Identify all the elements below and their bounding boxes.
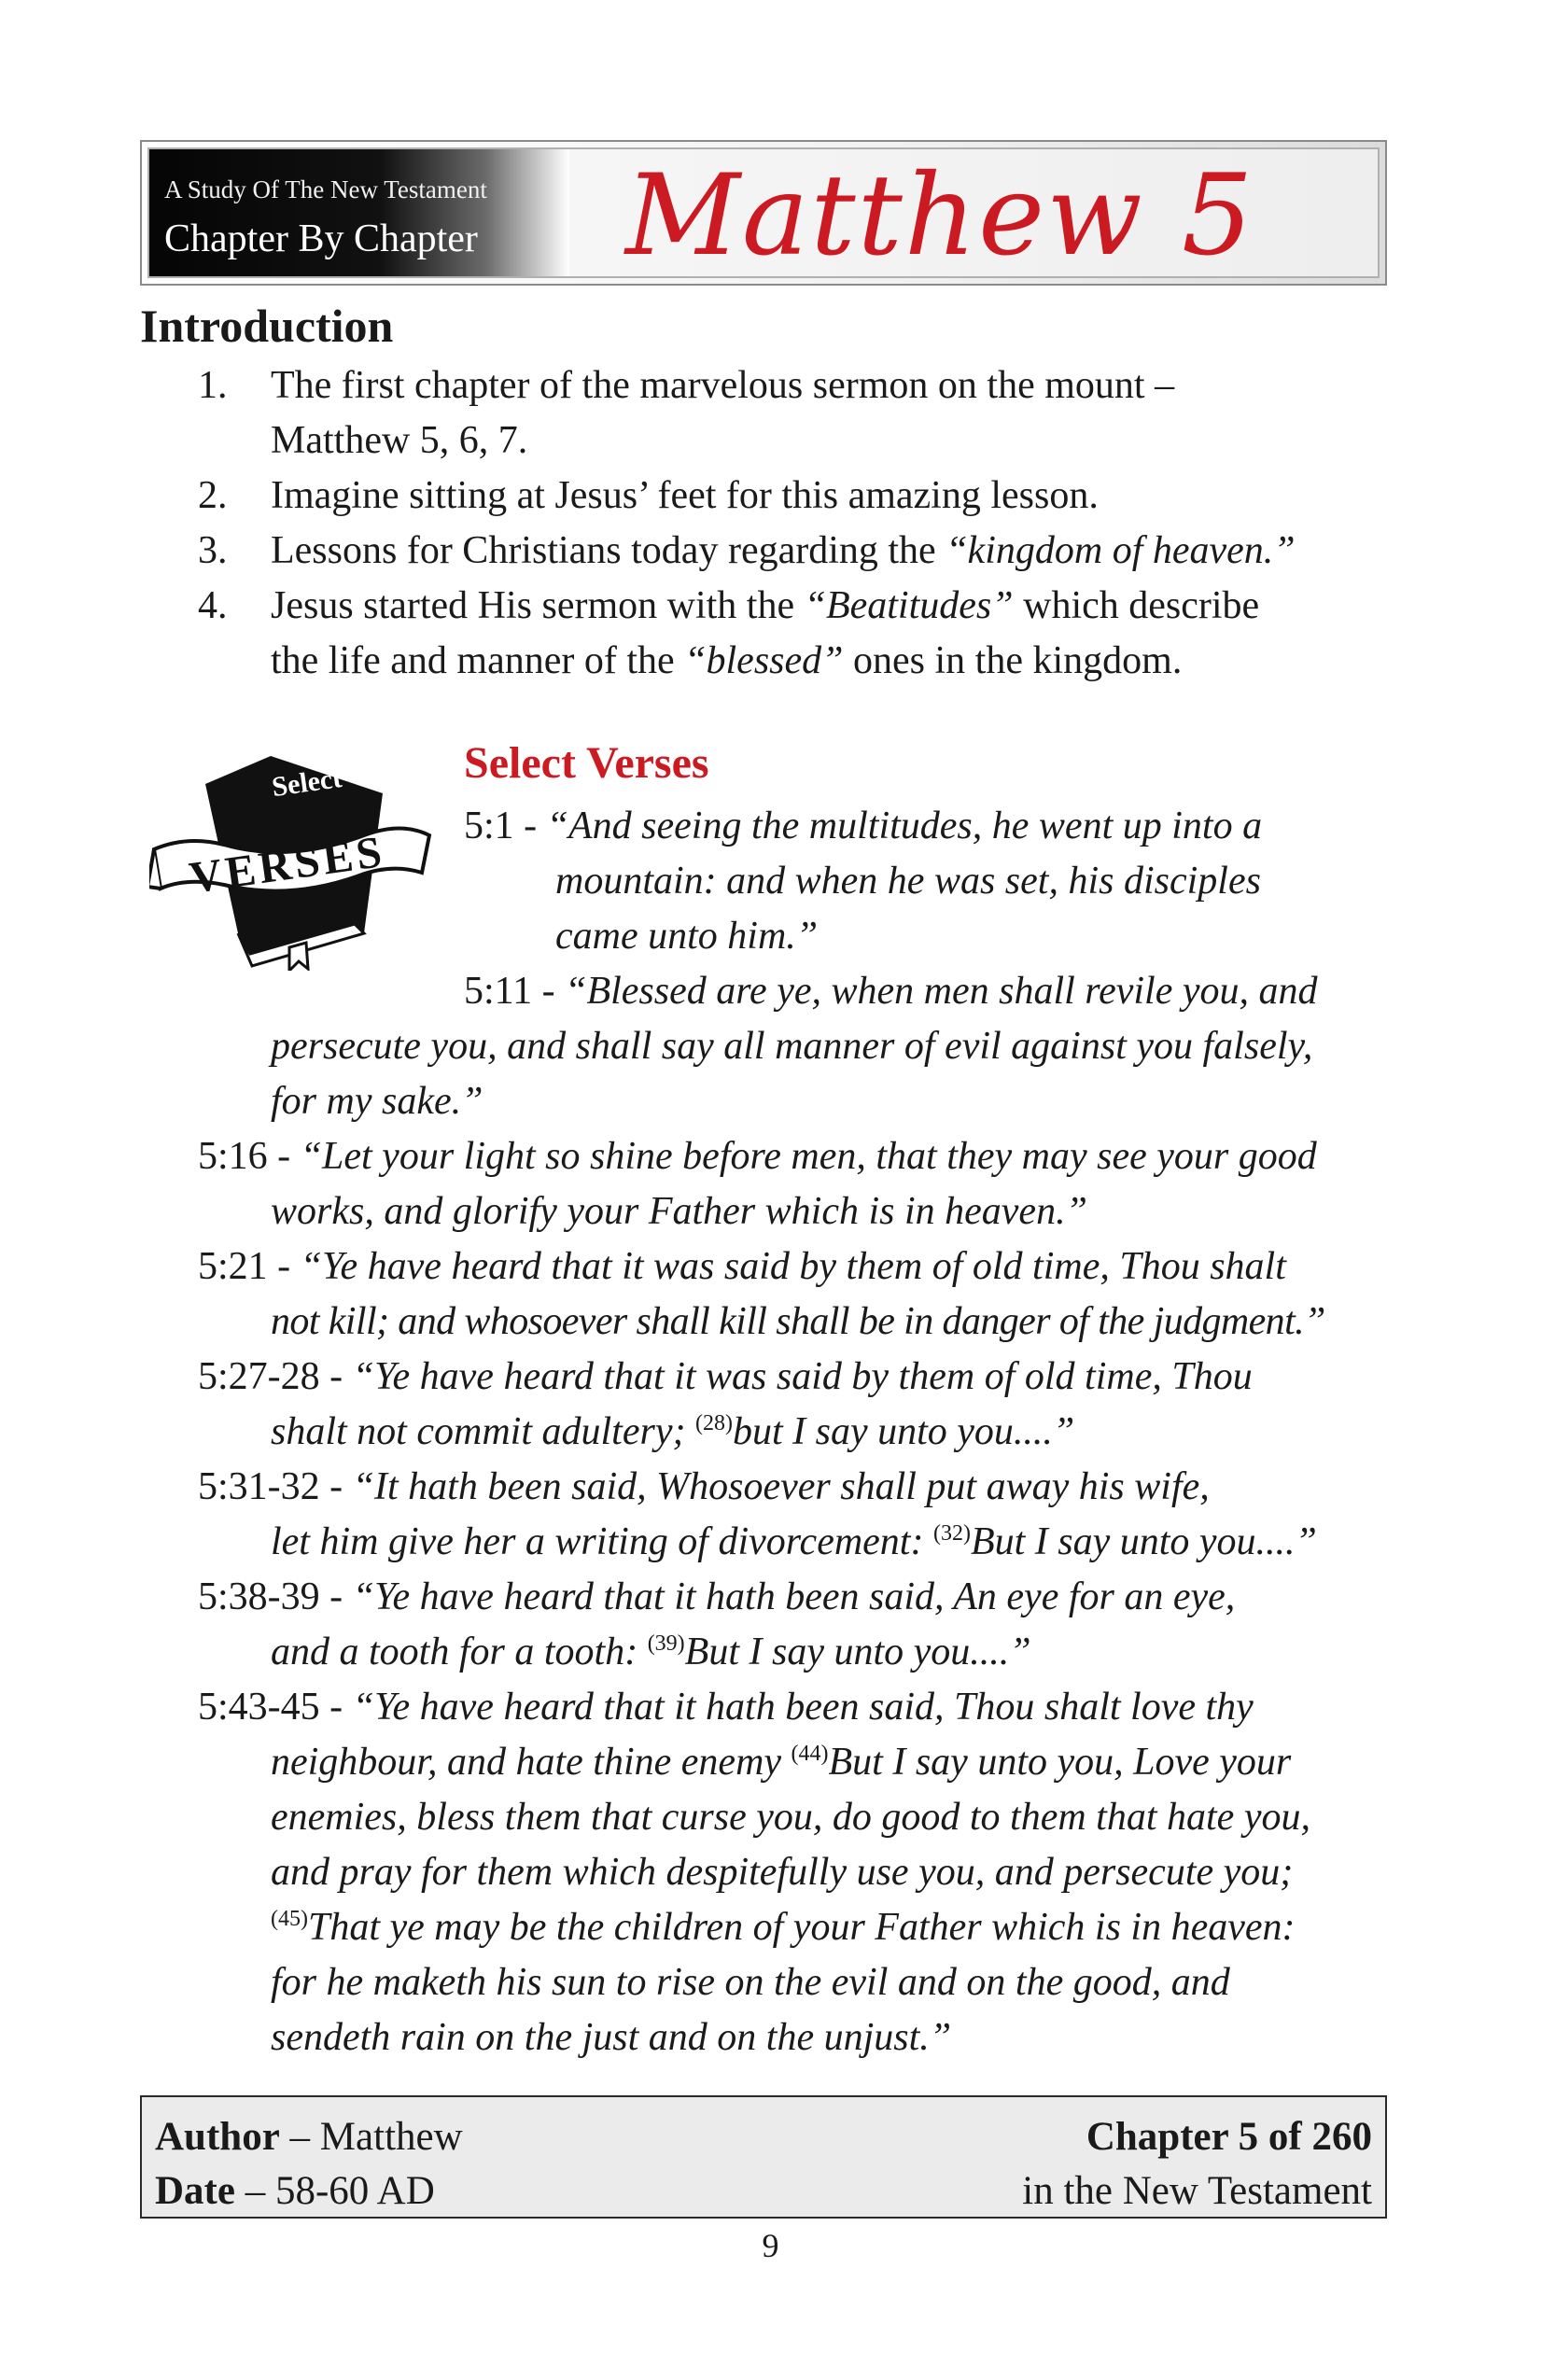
verse-text: for my sake.” — [271, 1080, 483, 1123]
verse-text: “And seeing the multitudes, he went up into a — [546, 805, 1263, 847]
verse-number-sup: (44) — [791, 1742, 829, 1766]
verse-text: not kill; and whosoever shall kill shall be in danger of the judgment.” — [271, 1300, 1325, 1343]
list-item — [140, 358, 1400, 469]
list-item — [140, 524, 1400, 579]
verse-ref: 5:43-45 - — [198, 1686, 353, 1729]
author-label: Author — [155, 2115, 280, 2159]
verse-ref: 5:1 - — [464, 805, 547, 847]
verse-5-1 — [464, 799, 1262, 964]
list-text: The first chapter of the marvelous sermon on the mount – — [271, 364, 1175, 407]
date-line — [155, 2164, 463, 2219]
verse-text-part: neighbour, and hate thine enemy — [271, 1741, 792, 1784]
list-text-part: ones in the kingdom. — [843, 639, 1183, 682]
date-value: – 58-60 AD — [234, 2169, 435, 2213]
verse-text — [198, 1625, 1235, 1680]
verse-number-sup: (39) — [647, 1631, 685, 1656]
verse-text: “It hath been said, Whosoever shall put away his wife, — [352, 1465, 1210, 1508]
list-text-part: Jesus started His sermon with the — [271, 584, 805, 627]
introduction-list — [140, 358, 1400, 689]
verse-5-11 — [464, 964, 1317, 1019]
verse-5-21 — [198, 1239, 1325, 1350]
verse-number-sup: (45) — [271, 1907, 308, 1931]
verse-number-sup: (28) — [694, 1411, 733, 1435]
list-number: 2. — [198, 474, 228, 517]
verse-text-part: shalt not commit adultery; — [271, 1410, 695, 1453]
list-text — [271, 524, 1400, 579]
list-number: 1. — [198, 364, 228, 407]
verse-text: “Ye have heard that it was said by them of old time, Thou — [352, 1355, 1253, 1398]
select-verses-book-icon — [149, 747, 448, 971]
verse-5-38-39 — [198, 1570, 1235, 1680]
list-text — [271, 579, 1400, 634]
verse-5-43-45 — [198, 1680, 1310, 2065]
verse-text-part: But I say unto you....” — [970, 1520, 1317, 1563]
verse-ref: 5:11 - — [464, 970, 566, 1013]
verse-text: “Ye have heard that it hath been said, Thou shalt love thy — [352, 1686, 1254, 1729]
verse-ref: 5:38-39 - — [198, 1575, 353, 1618]
verse-text: came unto him.” — [555, 915, 819, 958]
verse-text — [198, 1900, 1310, 1955]
list-text — [271, 634, 1400, 689]
verse-text: mountain: and when he was set, his disciples — [555, 860, 1261, 903]
verse-5-11-cont — [271, 1019, 1312, 1129]
verse-text-part: but I say unto you....” — [732, 1410, 1075, 1453]
verse-text-part: and a tooth for a tooth: — [271, 1631, 648, 1673]
verse-ref: 5:31-32 - — [198, 1465, 353, 1508]
list-text-part: which describe — [1013, 584, 1260, 627]
verse-ref: 5:16 - — [198, 1135, 301, 1178]
verse-text: sendeth rain on the just and on the unjust.” — [271, 2016, 952, 2059]
verse-text — [198, 1735, 1310, 1790]
verse-ref: 5:21 - — [198, 1245, 301, 1288]
list-text: Matthew 5, 6, 7. — [271, 419, 528, 462]
list-number: 3. — [198, 529, 228, 572]
series-title: A Study Of The New Testament — [164, 175, 487, 203]
author-value: – Matthew — [279, 2115, 463, 2159]
list-text-emphasis: “blessed” — [684, 639, 844, 682]
chapter-count: Chapter 5 of 260 — [1086, 2115, 1372, 2159]
page-number: 9 — [762, 2227, 779, 2264]
date-label: Date — [155, 2169, 235, 2213]
verse-5-27-28 — [198, 1350, 1253, 1460]
badge-main-word: VERSES — [186, 826, 388, 903]
list-text-emphasis: “kingdom of heaven.” — [946, 529, 1296, 572]
verse-text: and pray for them which despitefully use you, and persecute you; — [271, 1851, 1294, 1894]
series-subtitle: Chapter By Chapter — [164, 217, 478, 260]
verse-text-part: let him give her a writing of divorcement: — [271, 1520, 933, 1563]
verse-text: enemies, bless them that curse you, do good to them that hate you, — [271, 1796, 1310, 1839]
chapter-count-block — [1022, 2110, 1372, 2219]
badge-top-word: Select — [270, 763, 344, 804]
verse-text: “Ye have heard that it was said by them of old time, Thou shalt — [300, 1245, 1286, 1288]
list-number: 4. — [198, 584, 228, 627]
author-date-block — [155, 2110, 463, 2219]
series-box — [149, 149, 569, 276]
list-text: Imagine sitting at Jesus’ feet for this amazing lesson. — [271, 474, 1099, 517]
list-text-part: Lessons for Christians today regarding the — [271, 529, 946, 572]
verse-text: for he maketh his sun to rise on the evil and on the good, and — [271, 1961, 1230, 2004]
verse-5-16 — [198, 1129, 1317, 1239]
verse-text: works, and glorify your Father which is in heaven.” — [271, 1190, 1087, 1233]
introduction-heading: Introduction — [140, 300, 394, 352]
verse-text: persecute you, and shall say all manner of evil against you falsely, — [271, 1025, 1313, 1068]
verse-text — [198, 1515, 1317, 1570]
verse-text — [198, 1405, 1253, 1460]
select-verses-heading: Select Verses — [464, 738, 709, 788]
chapter-header — [140, 140, 1387, 286]
list-text-emphasis: “Beatitudes” — [804, 584, 1014, 627]
verse-text-part: But I say unto you....” — [684, 1631, 1031, 1673]
author-line — [155, 2110, 463, 2164]
verse-text: “Let your light so shine before men, that they may see your good — [300, 1135, 1317, 1178]
verse-5-31-32 — [198, 1460, 1317, 1570]
verse-text: “Blessed are ye, when men shall revile you, and — [565, 970, 1318, 1013]
verse-text-part: That ye may be the children of your Father which is in heaven: — [307, 1906, 1296, 1949]
list-item — [140, 469, 1400, 524]
verse-text: “Ye have heard that it hath been said, An eye for an eye, — [352, 1575, 1236, 1618]
chapter-info-box — [140, 2095, 1387, 2219]
list-item — [140, 579, 1400, 689]
verse-number-sup: (32) — [932, 1521, 971, 1546]
verse-text-part: But I say unto you, Love your — [828, 1741, 1292, 1784]
verse-ref: 5:27-28 - — [198, 1355, 353, 1398]
list-text-part: the life and manner of the — [271, 639, 685, 682]
chapter-count-sub: in the New Testament — [1022, 2169, 1372, 2213]
chapter-title: Matthew 5 — [625, 151, 1255, 281]
header-inner — [147, 147, 1380, 281]
